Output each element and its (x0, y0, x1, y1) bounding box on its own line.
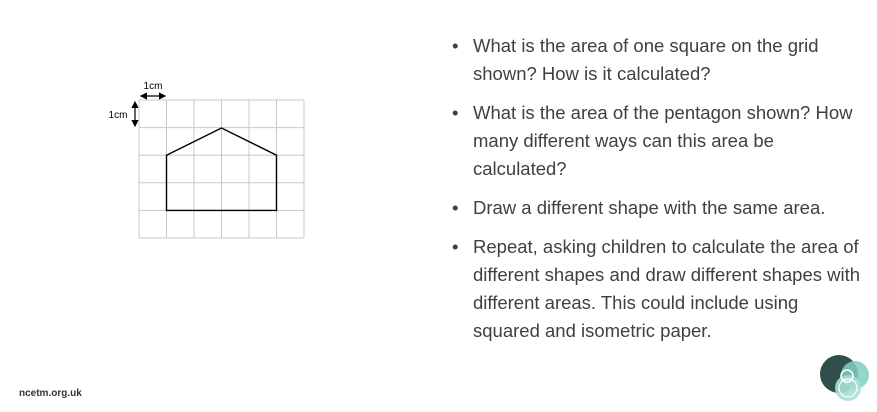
square-grid (139, 100, 304, 238)
question-list (452, 32, 862, 356)
question-item: • What is the area of the pentagon shown? How many different ways can this area be calculated? (452, 99, 862, 183)
footer-website: ncetm.org.uk (19, 388, 82, 399)
ncetm-logo-icon (818, 352, 874, 404)
height-label: 1cm (108, 110, 128, 121)
grid-svg (100, 74, 315, 246)
width-label: 1cm (143, 81, 163, 92)
question-item: • What is the area of one square on the grid shown? How is it calculated? (452, 32, 862, 88)
question-item: • Draw a different shape with the same area. (452, 194, 862, 222)
question-item: • Repeat, asking children to calculate the area of different shapes and draw different shapes with different areas. This could include using squared and isometric paper. (452, 233, 862, 345)
grid-diagram (100, 74, 315, 246)
